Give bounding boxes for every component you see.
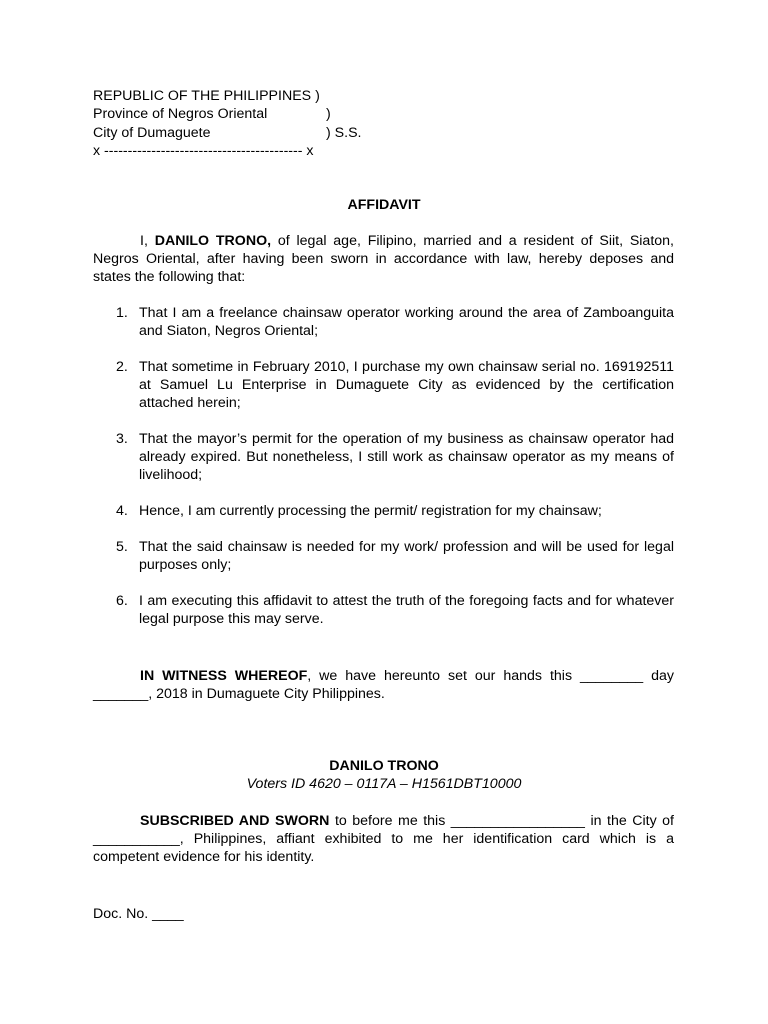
jurat-rest: to before me this _________________ in the City of ___________, Philippines, affiant exhibited to me her identification card which is a competent evidence for his identity. — [93, 813, 674, 865]
venue-province: Province of Negros Oriental — [93, 106, 268, 123]
item-number: 3. — [116, 431, 128, 447]
intro-prefix: I, — [140, 233, 148, 249]
item-number: 2. — [116, 359, 128, 375]
intro-paragraph — [93, 232, 674, 286]
list-item — [93, 502, 674, 520]
item-text: Hence, I am currently processing the permit/ registration for my chainsaw; — [139, 503, 602, 519]
item-number: 6. — [116, 593, 128, 609]
venue-ss: ) S.S. — [326, 124, 362, 141]
venue-city: City of Dumaguete — [93, 124, 211, 141]
venue-line-province — [93, 105, 331, 123]
affiant-signature-name: DANILO TRONO — [329, 758, 439, 774]
jurat-paragraph — [93, 812, 674, 866]
venue-separator: x ------------------------------------------ x — [93, 142, 314, 159]
venue-block — [93, 87, 362, 160]
venue-line-republic — [93, 87, 320, 105]
list-item — [93, 358, 674, 412]
document-title: AFFIDAVIT — [347, 197, 421, 213]
intro-rest: of legal age, Filipino, married and a resident of Siit, Siaton, Negros Oriental, after having been sworn in accordance with law, hereby deposes and states the following that: — [93, 233, 674, 285]
item-number: 1. — [116, 305, 128, 321]
item-text: That the mayor’s permit for the operation of my business as chainsaw operator had already expired. But nonetheless, I still work as chainsaw operator as my means of livelihood; — [139, 431, 674, 483]
item-text: That the said chainsaw is needed for my work/ profession and will be used for legal purposes only; — [139, 539, 674, 573]
statement-list — [93, 304, 674, 646]
witness-paragraph — [93, 667, 674, 703]
witness-rest: , we have hereunto set our hands this ________ day _______, 2018 in Dumaguete City Philippines. — [93, 668, 674, 702]
item-text: I am executing this affidavit to attest the truth of the foregoing facts and for whatever legal purpose this may serve. — [139, 593, 674, 627]
affiant-voter-id: Voters ID 4620 – 0117A – H1561DBT10000 — [246, 776, 522, 792]
item-number: 5. — [116, 539, 128, 555]
venue-republic: REPUBLIC OF THE PHILIPPINES ) — [93, 88, 320, 104]
item-text: That I am a freelance chainsaw operator working around the area of Zamboanguita and Siaton, Negros Oriental; — [139, 305, 674, 339]
list-item — [93, 592, 674, 628]
witness-lead: IN WITNESS WHEREOF — [140, 668, 308, 684]
list-item — [93, 430, 674, 484]
item-text: That sometime in February 2010, I purchase my own chainsaw serial no. 169192511 at Samuel Lu Enterprise in Dumaguete City as evidenced by the certification attached herein; — [139, 359, 674, 411]
venue-line-city — [93, 124, 362, 142]
doc-number: Doc. No. ____ — [93, 906, 184, 922]
affiant-name-inline: DANILO TRONO, — [154, 233, 272, 249]
venue-province-paren: ) — [326, 106, 331, 123]
item-number: 4. — [116, 503, 128, 519]
intro-text — [93, 232, 674, 286]
list-item — [93, 538, 674, 574]
list-item — [93, 304, 674, 340]
jurat-lead: SUBSCRIBED AND SWORN — [140, 813, 330, 829]
